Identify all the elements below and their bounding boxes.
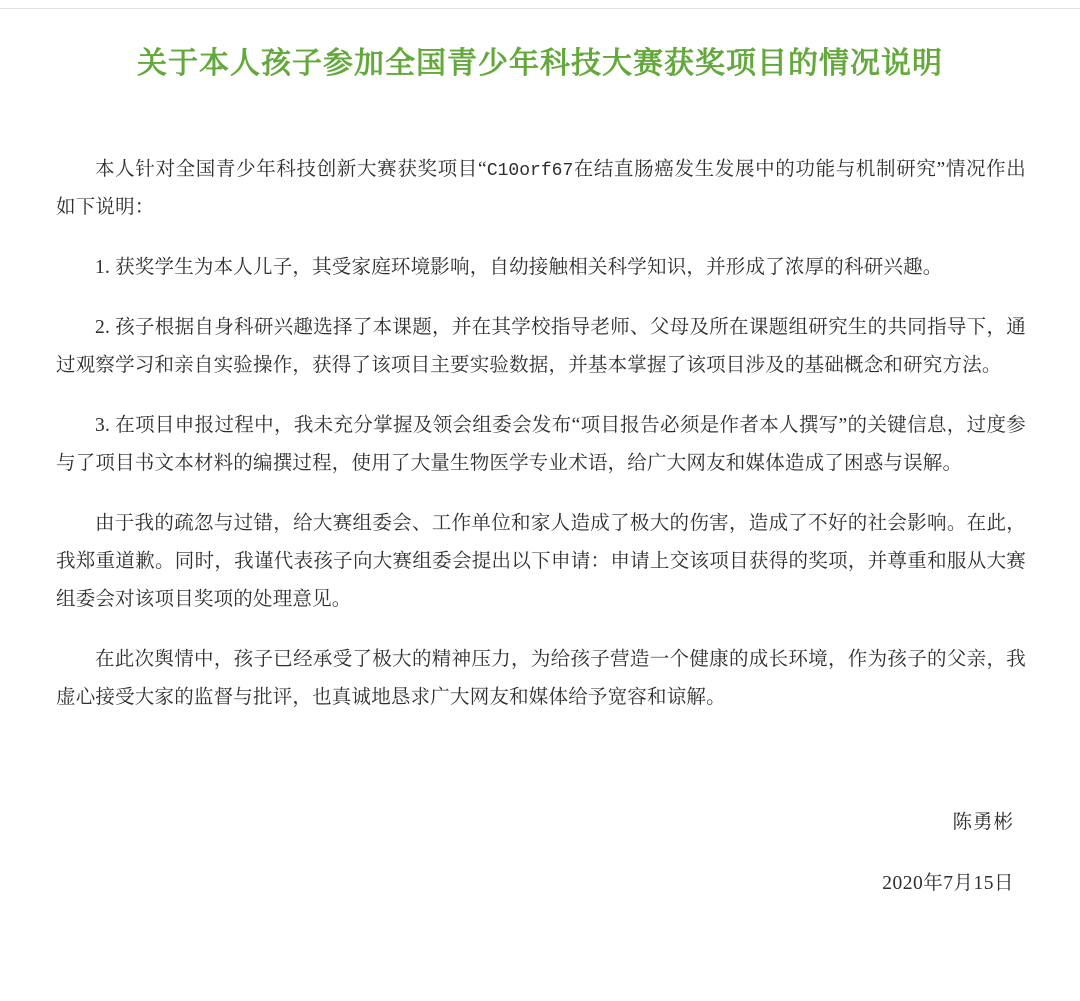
paragraph-item-2: 2. 孩子根据自身科研兴趣选择了本课题，并在其学校指导老师、父母及所在课题组研究生的共同指导下，通过观察学习和亲自实验操作，获得了该项目主要实验数据，并基本掌握了该项目涉及的基础概念和研究方法。 (56, 316, 1026, 376)
top-divider (0, 8, 1080, 9)
page-title: 关于本人孩子参加全国青少年科技大赛获奖项目的情况说明 (137, 47, 943, 80)
paragraph-closing: 在此次舆情中，孩子已经承受了极大的精神压力，为给孩子营造一个健康的成长环境，作为孩子的父亲，我虚心接受大家的监督与批评，也真诚地恳求广大网友和媒体给予宽容和谅解。 (56, 648, 1026, 708)
signature-date: 2020年7月15日 (882, 872, 1014, 894)
paragraph-item-1: 1. 获奖学生为本人儿子，其受家庭环境影响，自幼接触相关科学知识，并形成了浓厚的科研兴趣。 (95, 256, 943, 278)
paragraph-apology: 由于我的疏忽与过错，给大赛组委会、工作单位和家人造成了极大的伤害，造成了不好的社会影响。在此，我郑重道歉。同时，我谨代表孩子向大赛组委会提出以下申请：申请上交该项目获得的奖项，并尊重和服从大赛组委会对该项目奖项的处理意见。 (56, 512, 1026, 610)
document-body (26, 151, 1054, 717)
project-code: C10orf67 (486, 160, 574, 181)
signature-block (26, 803, 1054, 903)
paragraph-intro: 本人针对全国青少年科技创新大赛获奖项目“C10orf67在结直肠癌发生发展中的功能与机制研究”情况作出如下说明： (56, 158, 1026, 218)
signature-name: 陈勇彬 (952, 811, 1014, 833)
bottom-spacer (26, 903, 1054, 921)
paragraph-item-3: 3. 在项目申报过程中，我未充分掌握及领会组委会发布“项目报告必须是作者本人撰写”的关键信息，过度参与了项目书文本材料的编撰过程，使用了大量生物医学专业术语，给广大网友和媒体造成了困惑与误解。 (56, 414, 1026, 474)
